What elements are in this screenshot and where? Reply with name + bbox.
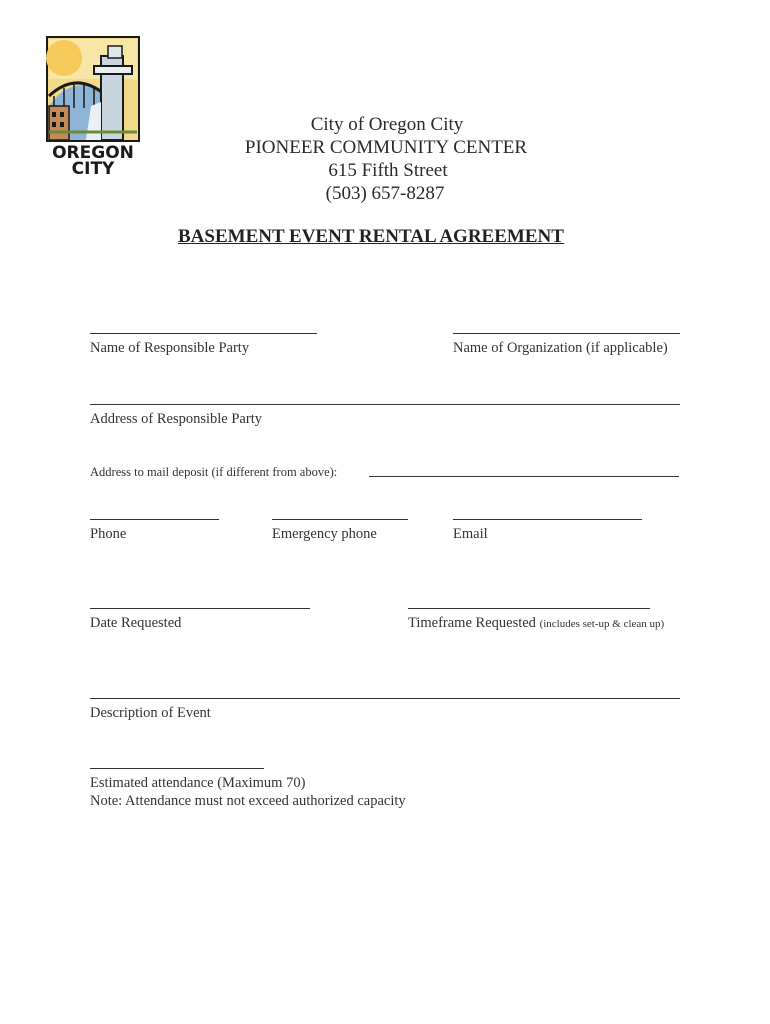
address-field[interactable] [90,404,680,405]
header-phone: (503) 657-8287 [325,183,445,204]
header-block [0,113,770,205]
address-label: Address of Responsible Party [90,411,262,427]
description-field[interactable] [90,698,680,699]
document-title: BASEMENT EVENT RENTAL AGREEMENT [178,226,564,247]
emergency-phone-field[interactable] [272,519,408,520]
emergency-phone-label: Emergency phone [272,526,377,542]
mail-deposit-label: Address to mail deposit (if different from above): [90,465,338,479]
logo-text-city: CITY [71,159,115,176]
header-street: 615 Fifth Street [328,160,448,181]
timeframe-label: Timeframe Requested [408,615,536,631]
logo-text-oregon: OREGON [52,143,134,163]
timeframe-label-wrap [408,614,664,633]
organization-label: Name of Organization (if applicable) [453,340,668,356]
responsible-party-label: Name of Responsible Party [90,340,250,356]
header-city: City of Oregon City [310,114,464,135]
responsible-party-field[interactable] [90,333,317,334]
attendance-label: Estimated attendance (Maximum 70) [90,775,306,791]
timeframe-field[interactable] [408,608,650,609]
email-label: Email [453,526,488,542]
timeframe-note: (includes set-up & clean up) [539,618,665,630]
mail-deposit-field[interactable] [369,476,679,477]
phone-label: Phone [90,526,127,542]
email-field[interactable] [453,519,642,520]
phone-field[interactable] [90,519,219,520]
description-label: Description of Event [90,705,211,721]
header-center-name: PIONEER COMMUNITY CENTER [244,137,528,158]
date-requested-label: Date Requested [90,615,182,631]
date-requested-field[interactable] [90,608,310,609]
organization-field[interactable] [453,333,680,334]
attendance-note: Note: Attendance must not exceed authorized capacity [90,793,406,809]
attendance-field[interactable] [90,768,264,769]
